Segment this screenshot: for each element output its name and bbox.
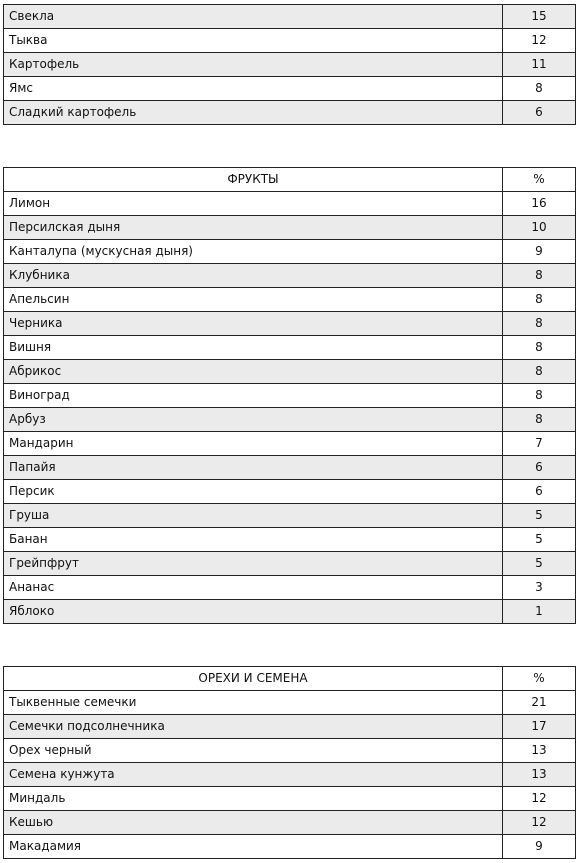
row-value: 12 — [503, 29, 576, 53]
row-value: 8 — [503, 360, 576, 384]
row-value: 16 — [503, 192, 576, 216]
row-value: 8 — [503, 77, 576, 101]
row-value: 11 — [503, 53, 576, 77]
row-value: 9 — [503, 835, 576, 859]
nuts-seeds-table — [3, 666, 576, 859]
row-value: 13 — [503, 739, 576, 763]
table-row — [4, 763, 576, 787]
table-row — [4, 360, 576, 384]
row-value: 8 — [503, 408, 576, 432]
table-header-row — [4, 168, 576, 192]
table-row — [4, 240, 576, 264]
row-value: 6 — [503, 101, 576, 125]
fruits-table — [3, 167, 576, 624]
row-value: 3 — [503, 576, 576, 600]
table-row — [4, 216, 576, 240]
table-row — [4, 715, 576, 739]
table-row — [4, 264, 576, 288]
table-row — [4, 384, 576, 408]
table-row — [4, 408, 576, 432]
row-name: Ананас — [4, 576, 503, 600]
row-value: 6 — [503, 456, 576, 480]
row-value: 1 — [503, 600, 576, 624]
table-row — [4, 5, 576, 29]
row-name: Мандарин — [4, 432, 503, 456]
row-name: Виноград — [4, 384, 503, 408]
row-name: Апельсин — [4, 288, 503, 312]
row-name: Картофель — [4, 53, 503, 77]
row-value: 8 — [503, 336, 576, 360]
table-row — [4, 432, 576, 456]
table-row — [4, 29, 576, 53]
row-value: 5 — [503, 552, 576, 576]
table-row — [4, 552, 576, 576]
table-row — [4, 101, 576, 125]
row-name: Семечки подсолнечника — [4, 715, 503, 739]
row-name: Сладкий картофель — [4, 101, 503, 125]
row-value: 5 — [503, 504, 576, 528]
nuts-header: ОРЕХИ И СЕМЕНА — [4, 667, 503, 691]
row-value: 21 — [503, 691, 576, 715]
row-name: Грейпфрут — [4, 552, 503, 576]
row-name: Свекла — [4, 5, 503, 29]
table-row — [4, 811, 576, 835]
row-name: Персик — [4, 480, 503, 504]
row-value: 12 — [503, 787, 576, 811]
row-name: Клубника — [4, 264, 503, 288]
row-name: Лимон — [4, 192, 503, 216]
row-name: Орех черный — [4, 739, 503, 763]
table-row — [4, 192, 576, 216]
table-row — [4, 504, 576, 528]
table-row — [4, 288, 576, 312]
row-name: Миндаль — [4, 787, 503, 811]
fruits-header: ФРУКТЫ — [4, 168, 503, 192]
row-value: 8 — [503, 288, 576, 312]
fruits-unit-header: % — [503, 168, 576, 192]
row-value: 15 — [503, 5, 576, 29]
row-value: 10 — [503, 216, 576, 240]
table-row — [4, 528, 576, 552]
row-value: 13 — [503, 763, 576, 787]
table-row — [4, 336, 576, 360]
row-name: Груша — [4, 504, 503, 528]
table-row — [4, 835, 576, 859]
table-row — [4, 312, 576, 336]
table-header-row — [4, 667, 576, 691]
row-name: Персилская дыня — [4, 216, 503, 240]
row-name: Тыква — [4, 29, 503, 53]
row-value: 5 — [503, 528, 576, 552]
table-row — [4, 53, 576, 77]
row-name: Папайя — [4, 456, 503, 480]
row-name: Макадамия — [4, 835, 503, 859]
row-value: 8 — [503, 312, 576, 336]
row-value: 8 — [503, 384, 576, 408]
row-value: 6 — [503, 480, 576, 504]
row-name: Арбуз — [4, 408, 503, 432]
row-value: 17 — [503, 715, 576, 739]
table-row — [4, 456, 576, 480]
table-row — [4, 600, 576, 624]
row-name: Вишня — [4, 336, 503, 360]
nuts-unit-header: % — [503, 667, 576, 691]
row-name: Кешью — [4, 811, 503, 835]
vegetables-table — [3, 4, 576, 125]
row-name: Семена кунжута — [4, 763, 503, 787]
row-value: 8 — [503, 264, 576, 288]
row-name: Абрикос — [4, 360, 503, 384]
row-name: Черника — [4, 312, 503, 336]
row-name: Яблоко — [4, 600, 503, 624]
table-row — [4, 787, 576, 811]
row-value: 12 — [503, 811, 576, 835]
row-name: Ямс — [4, 77, 503, 101]
row-value: 7 — [503, 432, 576, 456]
table-row — [4, 480, 576, 504]
row-name: Тыквенные семечки — [4, 691, 503, 715]
table-row — [4, 576, 576, 600]
table-row — [4, 77, 576, 101]
row-value: 9 — [503, 240, 576, 264]
table-row — [4, 739, 576, 763]
row-name: Канталупа (мускусная дыня) — [4, 240, 503, 264]
table-row — [4, 691, 576, 715]
row-name: Банан — [4, 528, 503, 552]
